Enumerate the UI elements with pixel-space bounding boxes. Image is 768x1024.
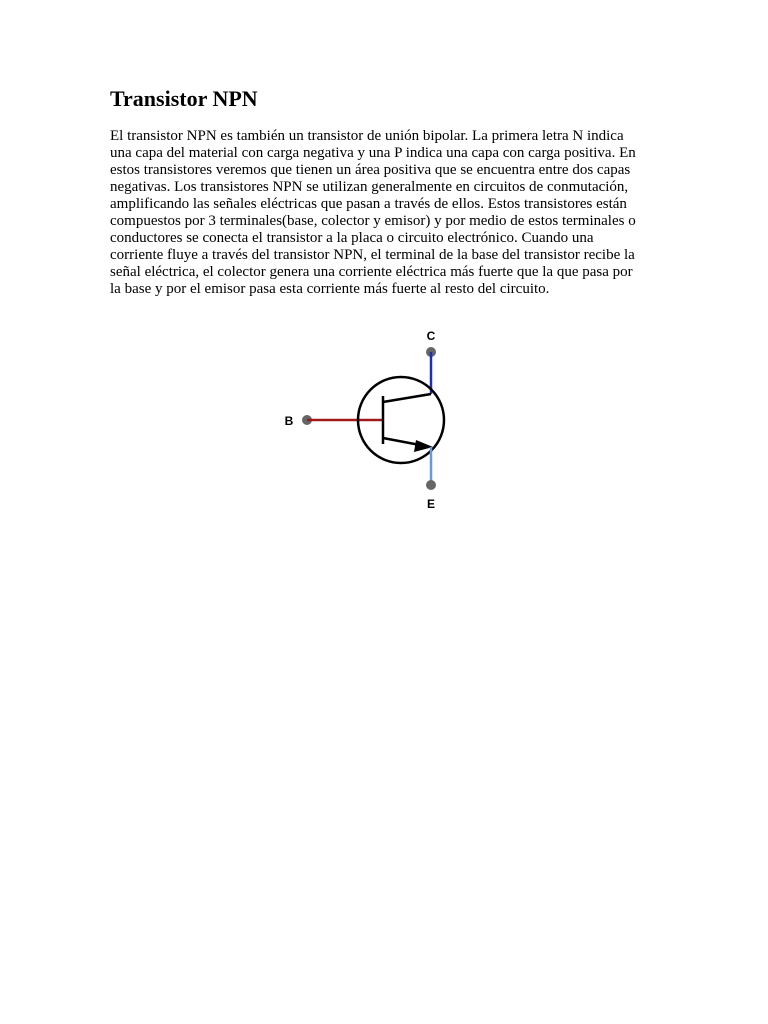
paragraph-line: amplificando las señales eléctricas que pasan a través de ellos. Estos transistores están <box>110 196 627 212</box>
collector-label: C <box>426 329 436 343</box>
paragraph-line: El transistor NPN es también un transistor de unión bipolar. La primera letra N indica <box>110 128 624 144</box>
paragraph-line: compuestos por 3 terminales(base, colector y emisor) y por medio de estos terminales o <box>110 213 636 229</box>
paragraph-line: una capa del material con carga negativa y una P indica una capa con carga positiva. En <box>110 145 636 161</box>
paragraph-line: negativas. Los transistores NPN se utilizan generalmente en circuitos de conmutación, <box>110 179 629 195</box>
emitter-terminal <box>426 480 436 490</box>
paragraph-line: la base y por el emisor pasa esta corriente más fuerte al resto del circuito. <box>110 281 550 297</box>
emitter-label: E <box>426 497 436 511</box>
paragraph-line: señal eléctrica, el colector genera una corriente eléctrica más fuerte que la que pasa por <box>110 264 633 280</box>
paragraph-line: estos transistores veremos que tienen un área positiva que se encuentra entre dos capas <box>110 162 631 178</box>
body-paragraph <box>110 128 670 298</box>
emitter-diagonal <box>383 438 420 445</box>
paragraph-line: conductores se conecta el transistor a la placa o circuito electrónico. Cuando una <box>110 230 594 246</box>
page-title: Transistor NPN <box>110 86 258 111</box>
paragraph-line: corriente fluye a través del transistor NPN, el terminal de la base del transistor recibe la <box>110 247 635 263</box>
npn-transistor-diagram <box>270 322 470 518</box>
collector-diagonal <box>383 394 431 402</box>
base-label: B <box>284 414 294 428</box>
